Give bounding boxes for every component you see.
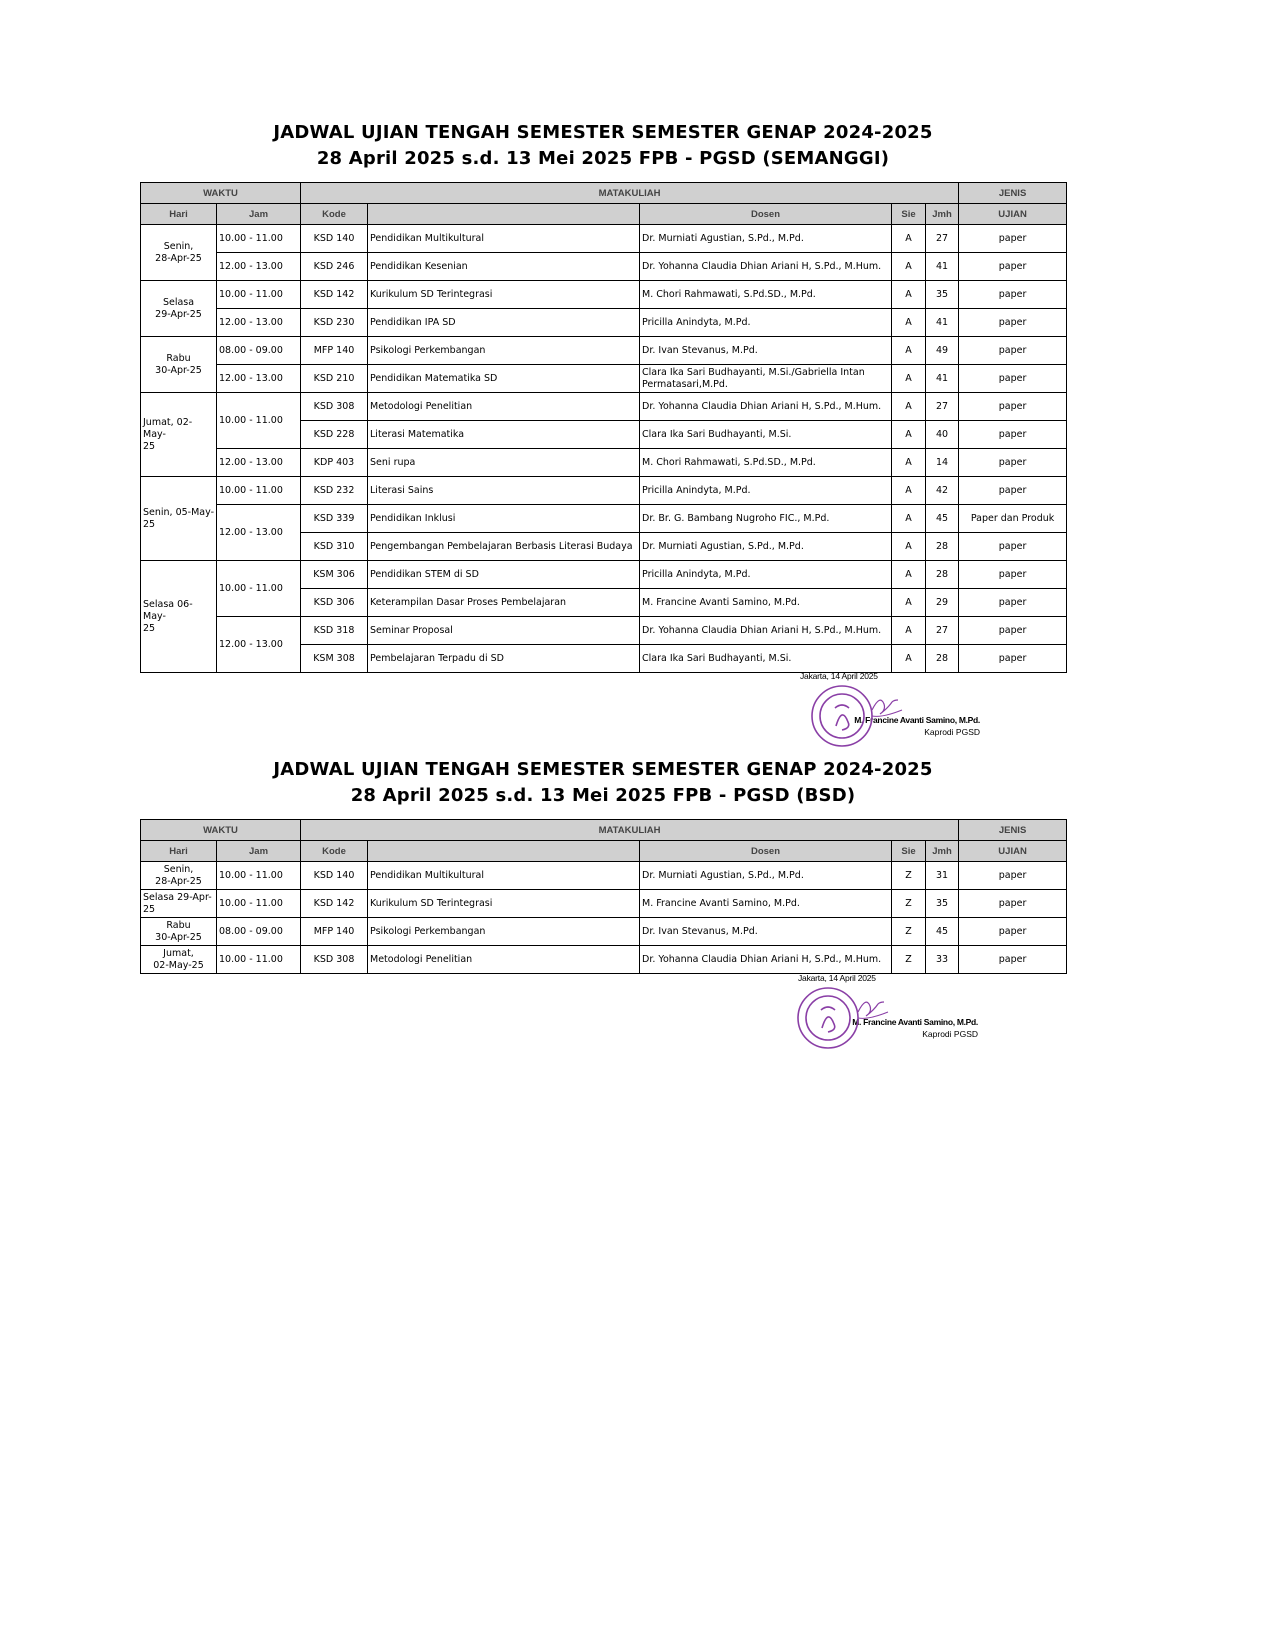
mk-cell: Metodologi Penelitian — [368, 393, 640, 421]
jmh-cell: 28 — [926, 561, 959, 589]
day-cell: Senin, 28-Apr-25 — [141, 225, 217, 281]
kode-cell: KSM 308 — [301, 645, 368, 673]
dosen-cell: Dr. Yohanna Claudia Dhian Ariani H, S.Pd., M.Hum. — [640, 253, 892, 281]
jmh-cell: 33 — [926, 946, 959, 974]
kode-cell: KSM 306 — [301, 561, 368, 589]
schedule-semanggi — [140, 120, 1066, 673]
day-cell: Rabu 30-Apr-25 — [141, 337, 217, 393]
signature-name: M. Francine Avanti Samino, M.Pd. — [854, 715, 980, 725]
jenis-cell: paper — [959, 477, 1067, 505]
mk-cell: Pendidikan Inklusi — [368, 505, 640, 533]
jam-cell: 12.00 - 13.00 — [217, 505, 301, 561]
kode-cell: KSD 228 — [301, 421, 368, 449]
dosen-cell: Dr. Yohanna Claudia Dhian Ariani H, S.Pd., M.Hum. — [640, 617, 892, 645]
mk-cell: Pengembangan Pembelajaran Berbasis Literasi Budaya — [368, 533, 640, 561]
mk-cell: Literasi Matematika — [368, 421, 640, 449]
jam-cell: 10.00 - 11.00 — [217, 561, 301, 617]
jenis-cell: paper — [959, 281, 1067, 309]
jam-cell: 10.00 - 11.00 — [217, 281, 301, 309]
jmh-cell: 49 — [926, 337, 959, 365]
jam-cell: 08.00 - 09.00 — [217, 918, 301, 946]
mk-cell: Pembelajaran Terpadu di SD — [368, 645, 640, 673]
schedule-table-bsd — [140, 819, 1067, 974]
dosen-cell: M. Francine Avanti Samino, M.Pd. — [640, 589, 892, 617]
jenis-cell: paper — [959, 393, 1067, 421]
dosen-cell: Dr. Ivan Stevanus, M.Pd. — [640, 337, 892, 365]
dosen-cell: Pricilla Anindyta, M.Pd. — [640, 309, 892, 337]
jmh-cell: 28 — [926, 533, 959, 561]
jam-cell: 10.00 - 11.00 — [217, 946, 301, 974]
jam-cell: 12.00 - 13.00 — [217, 365, 301, 393]
dosen-cell: Dr. Yohanna Claudia Dhian Ariani H, S.Pd., M.Hum. — [640, 393, 892, 421]
header-row-2 — [141, 841, 1067, 862]
dosen-cell: M. Chori Rahmawati, S.Pd.SD., M.Pd. — [640, 281, 892, 309]
table-row — [141, 890, 1067, 918]
header-kode: Kode — [301, 841, 368, 862]
jam-cell: 10.00 - 11.00 — [217, 393, 301, 449]
kode-cell: KSD 142 — [301, 890, 368, 918]
jmh-cell: 40 — [926, 421, 959, 449]
header-hari: Hari — [141, 841, 217, 862]
jmh-cell: 41 — [926, 365, 959, 393]
day-cell: Senin, 28-Apr-25 — [141, 862, 217, 890]
table-row — [141, 281, 1067, 309]
kode-cell: KSD 142 — [301, 281, 368, 309]
table-row — [141, 337, 1067, 365]
jam-cell: 10.00 - 11.00 — [217, 890, 301, 918]
signature-name: M. Francine Avanti Samino, M.Pd. — [852, 1017, 978, 1027]
kode-cell: KSD 230 — [301, 309, 368, 337]
kode-cell: KSD 232 — [301, 477, 368, 505]
header-matakuliah: MATAKULIAH — [301, 820, 959, 841]
jam-cell: 10.00 - 11.00 — [217, 225, 301, 253]
mk-cell: Seminar Proposal — [368, 617, 640, 645]
dosen-cell: Dr. Br. G. Bambang Nugroho FIC., M.Pd. — [640, 505, 892, 533]
jenis-cell: paper — [959, 225, 1067, 253]
jam-cell: 10.00 - 11.00 — [217, 862, 301, 890]
sie-cell: Z — [892, 890, 926, 918]
jmh-cell: 27 — [926, 393, 959, 421]
jenis-cell: paper — [959, 449, 1067, 477]
kode-cell: KSD 308 — [301, 393, 368, 421]
dosen-cell: Pricilla Anindyta, M.Pd. — [640, 561, 892, 589]
day-cell: Jumat, 02-May- 25 — [141, 393, 217, 477]
header-waktu: WAKTU — [141, 820, 301, 841]
header-row-1 — [141, 820, 1067, 841]
jmh-cell: 42 — [926, 477, 959, 505]
kode-cell: MFP 140 — [301, 337, 368, 365]
sie-cell: Z — [892, 946, 926, 974]
mk-cell: Seni rupa — [368, 449, 640, 477]
university-stamp-icon — [806, 680, 926, 748]
sie-cell: A — [892, 449, 926, 477]
signature-role: Kaprodi PGSD — [922, 1029, 978, 1039]
table-row — [141, 225, 1067, 253]
day-cell: Selasa 29-Apr- 25 — [141, 890, 217, 918]
jam-cell: 12.00 - 13.00 — [217, 617, 301, 673]
sie-cell: A — [892, 253, 926, 281]
header-dosen: Dosen — [640, 841, 892, 862]
mk-cell: Pendidikan Multikultural — [368, 862, 640, 890]
dosen-cell: Clara Ika Sari Budhayanti, M.Si. — [640, 421, 892, 449]
sie-cell: A — [892, 505, 926, 533]
jam-cell: 10.00 - 11.00 — [217, 477, 301, 505]
mk-cell: Psikologi Perkembangan — [368, 337, 640, 365]
dosen-cell: Clara Ika Sari Budhayanti, M.Si. — [640, 645, 892, 673]
kode-cell: KSD 210 — [301, 365, 368, 393]
jenis-cell: paper — [959, 645, 1067, 673]
mk-cell: Kurikulum SD Terintegrasi — [368, 890, 640, 918]
jenis-cell: paper — [959, 589, 1067, 617]
mk-cell: Psikologi Perkembangan — [368, 918, 640, 946]
header-row-2 — [141, 204, 1067, 225]
header-jenis: JENIS — [959, 820, 1067, 841]
table-row — [141, 505, 1067, 533]
jmh-cell: 35 — [926, 890, 959, 918]
header-hari: Hari — [141, 204, 217, 225]
sie-cell: Z — [892, 862, 926, 890]
signature-date: Jakarta, 14 April 2025 — [800, 671, 878, 681]
title-line2: 28 April 2025 s.d. 13 Mei 2025 FPB - PGSD (SEMANGGI) — [316, 148, 890, 169]
jam-cell: 12.00 - 13.00 — [217, 309, 301, 337]
jam-cell: 12.00 - 13.00 — [217, 253, 301, 281]
jmh-cell: 45 — [926, 918, 959, 946]
header-matakuliah: MATAKULIAH — [301, 183, 959, 204]
table-row — [141, 862, 1067, 890]
jam-cell: 08.00 - 09.00 — [217, 337, 301, 365]
sie-cell: A — [892, 225, 926, 253]
mk-cell: Metodologi Penelitian — [368, 946, 640, 974]
day-cell: Rabu 30-Apr-25 — [141, 918, 217, 946]
header-mk — [368, 841, 640, 862]
jmh-cell: 27 — [926, 617, 959, 645]
signature-role: Kaprodi PGSD — [924, 727, 980, 737]
day-cell: Senin, 05-May- 25 — [141, 477, 217, 561]
header-row-1 — [141, 183, 1067, 204]
jenis-cell: paper — [959, 337, 1067, 365]
sie-cell: A — [892, 365, 926, 393]
table-row — [141, 365, 1067, 393]
jenis-cell: paper — [959, 617, 1067, 645]
kode-cell: KSD 310 — [301, 533, 368, 561]
sie-cell: A — [892, 337, 926, 365]
title-line2: 28 April 2025 s.d. 13 Mei 2025 FPB - PGSD (BSD) — [350, 785, 856, 806]
jmh-cell: 28 — [926, 645, 959, 673]
jmh-cell: 41 — [926, 253, 959, 281]
jam-cell: 12.00 - 13.00 — [217, 449, 301, 477]
dosen-cell: M. Chori Rahmawati, S.Pd.SD., M.Pd. — [640, 449, 892, 477]
jmh-cell: 35 — [926, 281, 959, 309]
kode-cell: MFP 140 — [301, 918, 368, 946]
jenis-cell: paper — [959, 561, 1067, 589]
jmh-cell: 31 — [926, 862, 959, 890]
mk-cell: Kurikulum SD Terintegrasi — [368, 281, 640, 309]
header-jenis: JENIS — [959, 183, 1067, 204]
dosen-cell: Dr. Ivan Stevanus, M.Pd. — [640, 918, 892, 946]
table-row — [141, 561, 1067, 589]
jenis-cell: paper — [959, 918, 1067, 946]
mk-cell: Pendidikan Kesenian — [368, 253, 640, 281]
schedule-table-semanggi — [140, 182, 1067, 673]
sie-cell: A — [892, 309, 926, 337]
sie-cell: A — [892, 421, 926, 449]
mk-cell: Pendidikan Matematika SD — [368, 365, 640, 393]
sie-cell: A — [892, 533, 926, 561]
mk-cell: Literasi Sains — [368, 477, 640, 505]
jenis-cell: paper — [959, 890, 1067, 918]
sie-cell: A — [892, 645, 926, 673]
kode-cell: KSD 140 — [301, 862, 368, 890]
header-waktu: WAKTU — [141, 183, 301, 204]
kode-cell: KSD 140 — [301, 225, 368, 253]
kode-cell: KSD 246 — [301, 253, 368, 281]
table-row — [141, 918, 1067, 946]
dosen-cell: Clara Ika Sari Budhayanti, M.Si./Gabriella Intan Permatasari,M.Pd. — [640, 365, 892, 393]
dosen-cell: Dr. Murniati Agustian, S.Pd., M.Pd. — [640, 862, 892, 890]
table-row — [141, 309, 1067, 337]
jenis-cell: paper — [959, 309, 1067, 337]
jmh-cell: 45 — [926, 505, 959, 533]
dosen-cell: Dr. Yohanna Claudia Dhian Ariani H, S.Pd., M.Hum. — [640, 946, 892, 974]
dosen-cell: Dr. Murniati Agustian, S.Pd., M.Pd. — [640, 225, 892, 253]
day-cell: Selasa 06-May- 25 — [141, 561, 217, 673]
table-row — [141, 477, 1067, 505]
jenis-cell: paper — [959, 533, 1067, 561]
header-jmh: Jmh — [926, 204, 959, 225]
jenis-cell: paper — [959, 946, 1067, 974]
dosen-cell: M. Francine Avanti Samino, M.Pd. — [640, 890, 892, 918]
header-dosen: Dosen — [640, 204, 892, 225]
table-row — [141, 253, 1067, 281]
kode-cell: KSD 306 — [301, 589, 368, 617]
header-sie: Sie — [892, 841, 926, 862]
kode-cell: KSD 308 — [301, 946, 368, 974]
table-row — [141, 617, 1067, 645]
jenis-cell: paper — [959, 253, 1067, 281]
jmh-cell: 29 — [926, 589, 959, 617]
sie-cell: A — [892, 589, 926, 617]
mk-cell: Pendidikan STEM di SD — [368, 561, 640, 589]
jenis-cell: Paper dan Produk — [959, 505, 1067, 533]
sie-cell: A — [892, 561, 926, 589]
header-ujian: UJIAN — [959, 841, 1067, 862]
title-line1: JADWAL UJIAN TENGAH SEMESTER SEMESTER GENAP 2024-2025 — [273, 122, 933, 143]
sie-cell: A — [892, 617, 926, 645]
sie-cell: A — [892, 477, 926, 505]
table-row — [141, 393, 1067, 421]
mk-cell: Pendidikan IPA SD — [368, 309, 640, 337]
university-stamp-icon — [792, 982, 912, 1050]
header-jam: Jam — [217, 841, 301, 862]
header-ujian: UJIAN — [959, 204, 1067, 225]
signature-date: Jakarta, 14 April 2025 — [798, 973, 876, 983]
jmh-cell: 27 — [926, 225, 959, 253]
title-line1: JADWAL UJIAN TENGAH SEMESTER SEMESTER GENAP 2024-2025 — [273, 759, 933, 780]
jmh-cell: 41 — [926, 309, 959, 337]
day-cell: Selasa 29-Apr-25 — [141, 281, 217, 337]
jenis-cell: paper — [959, 365, 1067, 393]
table-row — [141, 449, 1067, 477]
jenis-cell: paper — [959, 862, 1067, 890]
sie-cell: Z — [892, 918, 926, 946]
jenis-cell: paper — [959, 421, 1067, 449]
header-kode: Kode — [301, 204, 368, 225]
jmh-cell: 14 — [926, 449, 959, 477]
header-mk — [368, 204, 640, 225]
sie-cell: A — [892, 281, 926, 309]
day-cell: Jumat, 02-May-25 — [141, 946, 217, 974]
table-row — [141, 946, 1067, 974]
dosen-cell: Pricilla Anindyta, M.Pd. — [640, 477, 892, 505]
header-jmh: Jmh — [926, 841, 959, 862]
mk-cell: Pendidikan Multikultural — [368, 225, 640, 253]
mk-cell: Keterampilan Dasar Proses Pembelajaran — [368, 589, 640, 617]
sie-cell: A — [892, 393, 926, 421]
schedule-bsd — [140, 757, 1066, 974]
header-jam: Jam — [217, 204, 301, 225]
kode-cell: KSD 339 — [301, 505, 368, 533]
kode-cell: KDP 403 — [301, 449, 368, 477]
header-sie: Sie — [892, 204, 926, 225]
kode-cell: KSD 318 — [301, 617, 368, 645]
dosen-cell: Dr. Murniati Agustian, S.Pd., M.Pd. — [640, 533, 892, 561]
